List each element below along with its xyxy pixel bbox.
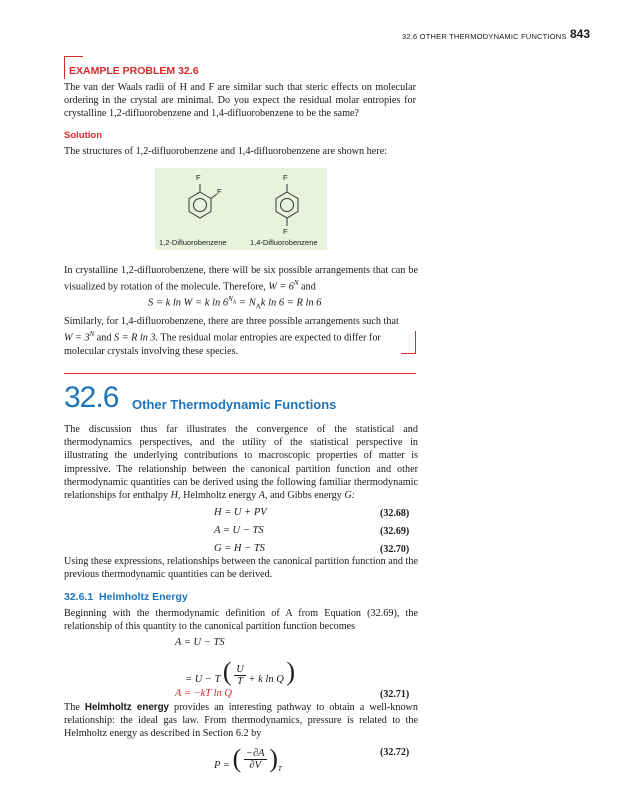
example-title: EXAMPLE PROBLEM 32.6 (69, 65, 199, 77)
example-bracket-bottom (401, 331, 416, 354)
ortho-difluorobenzene (189, 184, 217, 218)
helmholtz-line-1: A = U − TS (175, 637, 225, 648)
helmholtz-line-3: A = −kT ln Q (175, 688, 232, 699)
page-number: 843 (570, 27, 591, 41)
equation-number-32-70: (32.70) (380, 544, 410, 555)
atom-f-1: F (196, 173, 201, 182)
atom-f-3: F (283, 173, 288, 182)
equation-number-32-69: (32.69) (380, 526, 410, 537)
equation-32-70: G = H − TS (214, 543, 265, 554)
subsection-intro: Beginning with the thermodynamic definition of A from Equation (32.69), the relationship of this quantity to the canonical partition function becomes (64, 608, 418, 633)
section-title: Other Thermodynamic Functions (132, 397, 337, 412)
subsection-heading: 32.6.1 Helmholtz Energy (64, 591, 188, 603)
equation-number-32-68: (32.68) (380, 508, 410, 519)
helmholtz-paragraph: The Helmholtz energy provides an interesting pathway to obtain a well-known relationship: the ideal gas law. From thermodynamics, pressure is related to the Helmholtz energy as described in Section 6.2 by (64, 702, 418, 740)
pressure-denominator: ∂V (249, 760, 262, 772)
atom-f-2: F (217, 187, 222, 196)
section-after-equations: Using these expressions, relationships between the canonical partition function and the previous thermodynamic quantities can be derived. (64, 556, 418, 581)
section-divider (64, 373, 416, 374)
running-title: 32.6 OTHER THERMODYNAMIC FUNCTIONS (402, 32, 567, 41)
equation-32-69: A = U − TS (214, 525, 264, 536)
entropy-equation: S = k ln W = k $\ln 6^{N_A} = N_Ak$ ln 6 = R ln 6 (148, 295, 322, 311)
helmholtz-line-2: = U − T ( $\frac{U}{T}$ + k ln Q ) (185, 657, 296, 688)
example-problem-text: The van der Waals radii of H and F are similar such that steric effects on molecular ordering in the crystal are minimal. Do you expect the residual molar entropies for crystalline 1,2-difluorobenzene and 1,4-difluorobenzene to be the same? (64, 82, 416, 120)
frac-numerator: U (236, 664, 244, 676)
example-para-2: Similarly, for 1,4-difluorobenzene, there are three possible arrangements such that $W = 3^N$ and S = R ln 3. The residual molar entropies are expected to differ for molecular crystals involving these species. (64, 316, 399, 357)
section-number: 32.6 (64, 381, 119, 414)
equation-number-32-72: (32.72) (380, 747, 410, 758)
pressure-equation: P = ( $\frac{-\partial A}{\partial V}$ )$_T$ (214, 744, 282, 774)
pressure-subscript: T (277, 765, 282, 774)
label-12-difluorobenzene: 1,2-Difluorobenzene (159, 238, 227, 247)
equation-number-32-71: (32.71) (380, 689, 410, 700)
label-14-difluorobenzene: 1,4-Difluorobenzene (250, 238, 318, 247)
atom-f-4: F (283, 227, 288, 236)
section-intro: The discussion thus far illustrates the convergence of the statistical and thermodynamics perspectives, and the utility of the statistical perspective in illustrating the underlying contributions to macroscopic properties of matter is impressive. The relationship between the canonical partition function and other thermodynamic quantities can be derived using the following familiar thermodynamic relationships for enthalpy H, Helmholtz energy A, and Gibbs energy G: (64, 424, 418, 502)
para-difluorobenzene (276, 184, 298, 226)
frac-denominator: T (237, 676, 243, 688)
example-para-1: In crystalline 1,2-difluorobenzene, there will be six possible arrangements that can be visualized by rotation of the molecule. Therefore, $W = 6^N$ and (64, 265, 418, 293)
solution-label: Solution (64, 130, 102, 141)
solution-intro: The structures of 1,2-difluorobenzene and 1,4-difluorobenzene are shown here: (64, 146, 388, 157)
pressure-numerator: −∂A (245, 748, 265, 760)
structures-figure (155, 168, 327, 250)
equation-32-68: H = U + PV (214, 507, 267, 518)
